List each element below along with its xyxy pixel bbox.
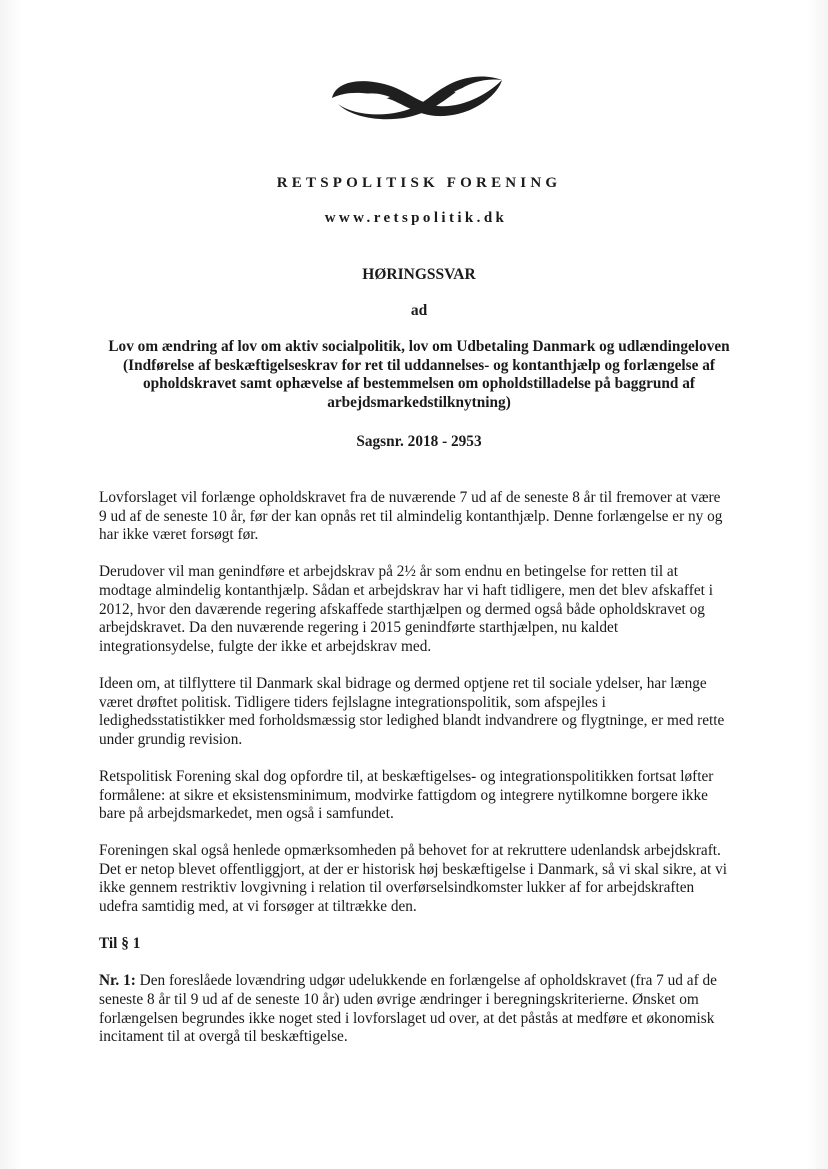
- law-title: Lov om ændring af lov om aktiv socialpolitik, lov om Udbetaling Danmark og udlændingeloven (Indførelse af beskæftigelseskrav for ret til uddannelses- og kontanthjælp og forlængelse af opholdskravet samt ophævelse af bestemmelsen om opholdstilladelse på baggrund af arbejdsmarkedstilknytning): [108, 338, 730, 411]
- paragraph: Retspolitisk Forening skal dog opfordre til, at beskæftigelses- og integrationspolitikken fortsat løfter formålene: at sikre et eksistensminimum, modvirke fattigdom og integrere nytilkomne borgere ikke bare på arbejdsmarkedet, men også i samfundet.: [99, 767, 714, 823]
- note-text: Den foreslåede lovændring udgør udelukkende en forlængelse af opholdskravet (fra 7 ud af de seneste 8 år til 9 ud af de seneste 10 år) uden øvrige ændringer i beregningskriterierne. Ønsket om forlængelsen begrundes ikke noget sted i lovforslaget ud over, at det påstås at medføre et økonomisk incitament til at overgå til beskæftigelse.: [99, 972, 717, 1046]
- note-paragraph: [99, 972, 731, 1046]
- case-number: Sagsnr. 2018 - 2953: [356, 433, 482, 450]
- body-text: [99, 489, 731, 1065]
- paragraph: Lovforslaget vil forlænge opholdskravet fra de nuværende 7 ud af de seneste 8 år til fremover at være 9 ud af de seneste 10 år, før der kan opnås ret til almindelig kontanthjælp. Denne forlængelse er ny og har ikke været forsøgt før.: [99, 489, 723, 544]
- paragraph: Foreningen skal også henlede opmærksomheden på behovet for at rekruttere udenlandsk arbejdskraft. Det er netop blevet offentliggjort, at der er historisk høj beskæftigelse i Danmark, så vi skal sikre, at vi ikke gennem restriktiv lovgivning i relation til overførselsindkomster lukker af for arbejdskraften udefra samtidig med, at vi forsøger at tiltrække den.: [99, 842, 728, 916]
- organization-name: RETSPOLITISK FORENING: [276, 175, 562, 191]
- document-type: HØRINGSSVAR: [362, 266, 476, 283]
- document-ad: ad: [410, 302, 428, 319]
- paragraph: Derudover vil man genindføre et arbejdskrav på 2½ år som endnu en betingelse for retten til at modtage almindelig kontanthjælp. Sådan et arbejdskrav har vi haft tidligere, men det blev afskaffet i 2012, hvor den daværende regering afskaffede starthjælpen og dermed også både opholdskravet og arbejdskravet. Da den nuværende regering i 2015 genindførte starthjælpen, nu kaldet integrationsydelse, fulgte der ikke et arbejdskrav med.: [99, 563, 713, 655]
- note-label: Nr. 1:: [99, 972, 136, 990]
- section-heading: Til § 1: [99, 935, 141, 953]
- paragraph: Ideen om, at tilflyttere til Danmark skal bidrage og dermed optjene ret til sociale ydelser, har længe været drøftet politisk. Tidligere tiders fejlslagne integrationspolitik, som afspejles i ledighedsstatistikker med forholdsmæssig stor ledighed blandt indvandrere og flygtninge, er med rette under grundig revision.: [99, 674, 725, 748]
- organization-website: www.retspolitik.dk: [324, 210, 508, 226]
- infinity-ribbon-logo-icon: [326, 64, 506, 122]
